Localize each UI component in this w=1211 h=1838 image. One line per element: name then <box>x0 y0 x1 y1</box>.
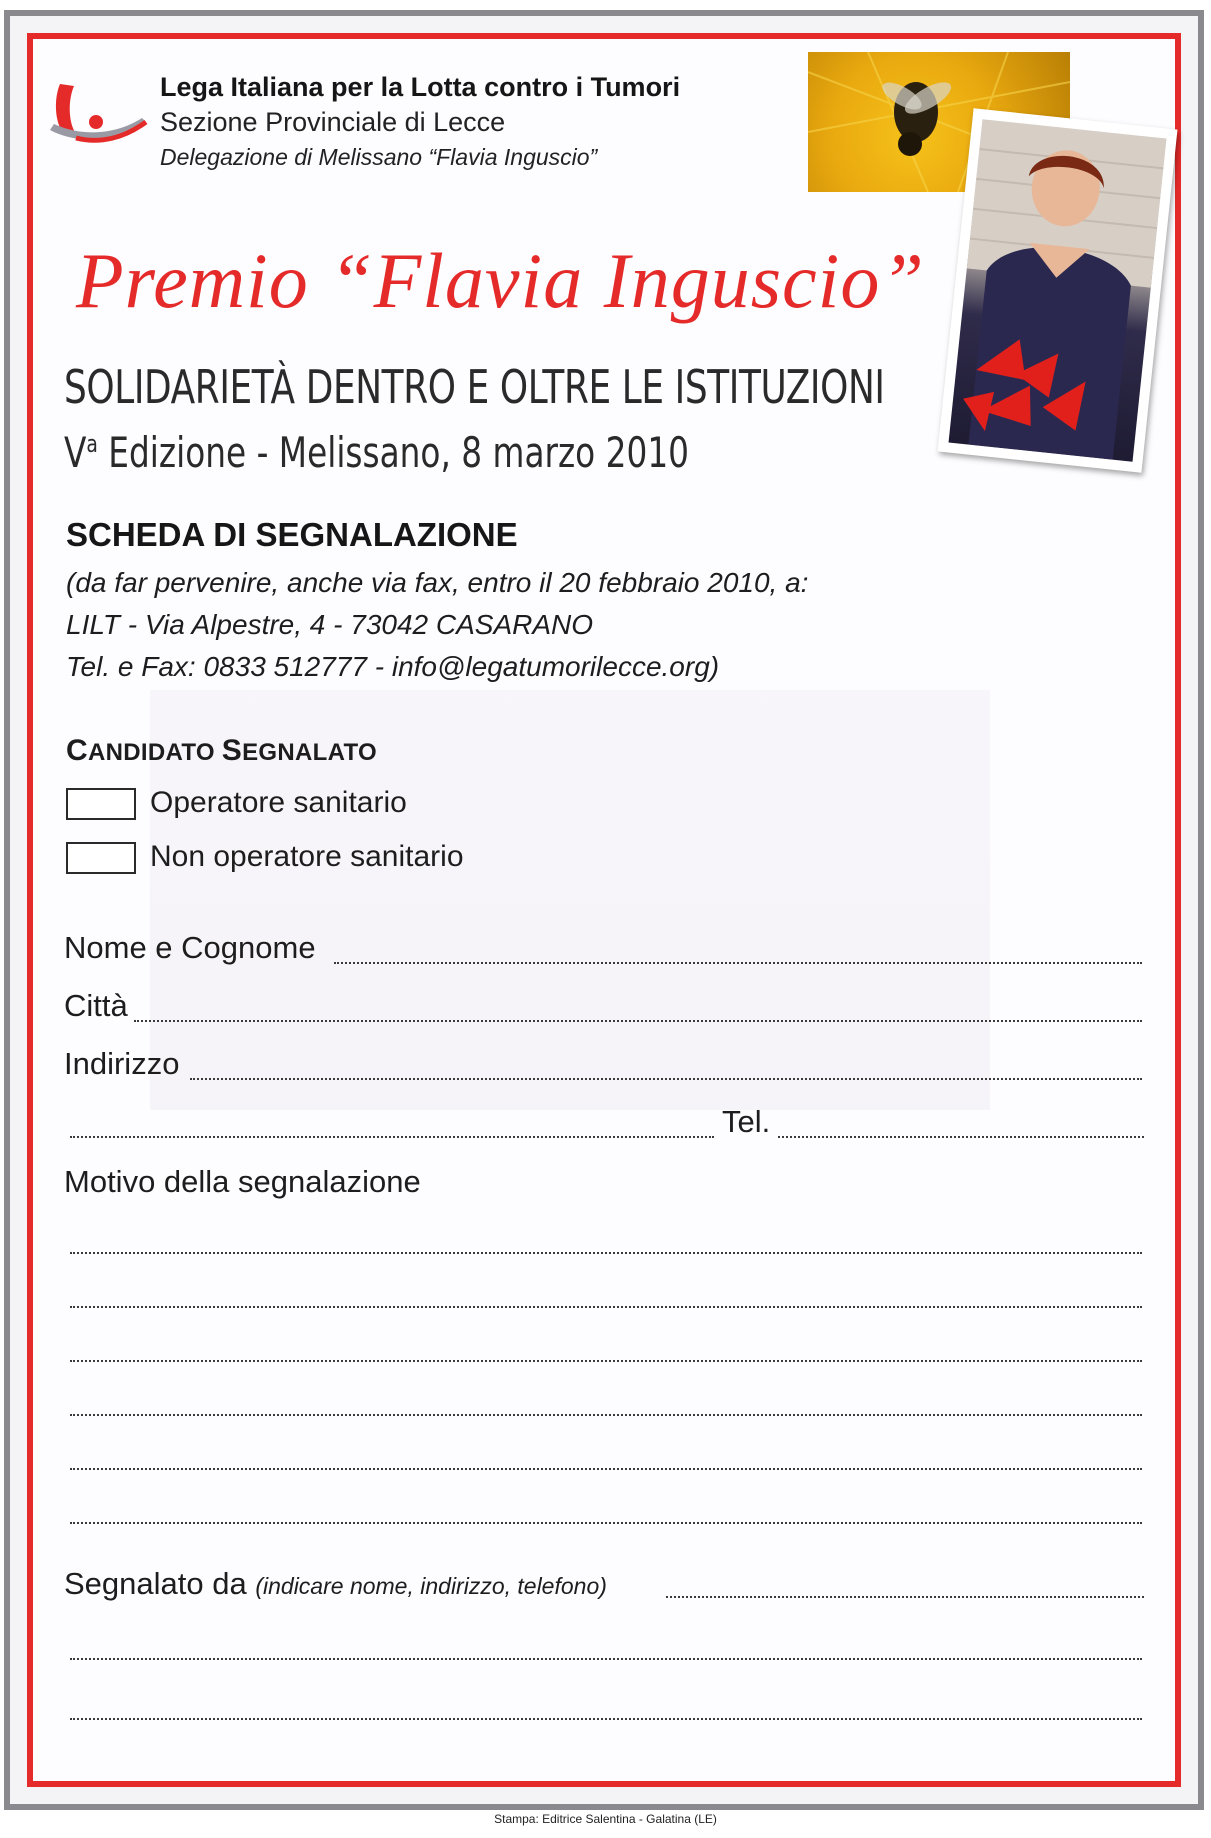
organization-header <box>160 72 680 171</box>
option-non-operatore-sanitario <box>66 840 464 874</box>
instructions-deadline: (da far pervenire, anche via fax, entro il 20 febbraio 2010, a: <box>66 567 809 598</box>
checkbox-non-operatore-sanitario[interactable] <box>66 842 136 874</box>
reason-line[interactable] <box>70 1252 1142 1254</box>
edition-details: Edizione - Melissano, 8 marzo 2010 <box>97 428 690 477</box>
reported-by-field[interactable] <box>666 1596 1144 1598</box>
org-name: Lega Italiana per la Lotta contro i Tumori <box>160 72 681 102</box>
edition-ordinal: a <box>86 430 98 458</box>
address-field-line-2[interactable] <box>70 1136 714 1138</box>
reason-label: Motivo della segnalazione <box>64 1164 421 1199</box>
heading-initial-c: C <box>66 734 88 767</box>
reported-by-line[interactable] <box>70 1718 1142 1720</box>
print-credit: Stampa: Editrice Salentina - Galatina (LE) <box>494 1812 717 1826</box>
option-operatore-sanitario <box>66 786 407 820</box>
form-heading: SCHEDA DI SEGNALAZIONE <box>66 516 518 553</box>
reason-line[interactable] <box>70 1468 1142 1470</box>
tel-label: Tel. <box>722 1104 771 1139</box>
name-label: Nome e Cognome <box>64 930 316 965</box>
address-field[interactable] <box>190 1078 1142 1080</box>
lilt-logo-icon <box>46 78 150 156</box>
instructions-contacts: Tel. e Fax: 0833 512777 - info@legatumorilecce.org) <box>66 651 720 682</box>
option-label: Non operatore sanitario <box>150 840 464 873</box>
award-edition <box>64 428 689 477</box>
city-label: Città <box>64 988 128 1023</box>
reported-by-label <box>64 1566 607 1602</box>
heading-initial-s: S <box>221 734 243 767</box>
reason-line[interactable] <box>70 1414 1142 1416</box>
reason-line[interactable] <box>70 1360 1142 1362</box>
award-subtitle: SOLIDARIETÀ DENTRO E OLTRE LE ISTITUZIONI <box>64 360 885 414</box>
instructions-address: LILT - Via Alpestre, 4 - 73042 CASARANO <box>66 609 594 640</box>
heading-rest-1: ANDIDATO <box>87 739 222 766</box>
reported-by-line[interactable] <box>70 1658 1142 1660</box>
reason-line[interactable] <box>70 1306 1142 1308</box>
checkbox-operatore-sanitario[interactable] <box>66 788 136 820</box>
candidate-section-heading <box>66 734 377 768</box>
reason-line[interactable] <box>70 1522 1142 1524</box>
submission-instructions <box>66 562 808 688</box>
reported-by-hint: (indicare nome, indirizzo, telefono) <box>255 1573 607 1599</box>
reported-by-text: Segnalato da <box>64 1566 247 1601</box>
org-section: Sezione Provinciale di Lecce <box>160 107 506 137</box>
option-label: Operatore sanitario <box>150 786 407 819</box>
org-delegation: Delegazione di Melissano “Flavia Inguscio” <box>160 144 598 170</box>
address-label: Indirizzo <box>64 1046 180 1081</box>
heading-rest-2: EGNALATO <box>242 739 377 766</box>
name-field[interactable] <box>334 962 1142 964</box>
tel-field[interactable] <box>778 1136 1144 1138</box>
city-field[interactable] <box>134 1020 1142 1022</box>
flavia-inguscio-portrait-photo <box>938 108 1178 473</box>
edition-number: V <box>64 428 87 477</box>
award-title: Premio “Flavia Inguscio” <box>76 237 925 324</box>
